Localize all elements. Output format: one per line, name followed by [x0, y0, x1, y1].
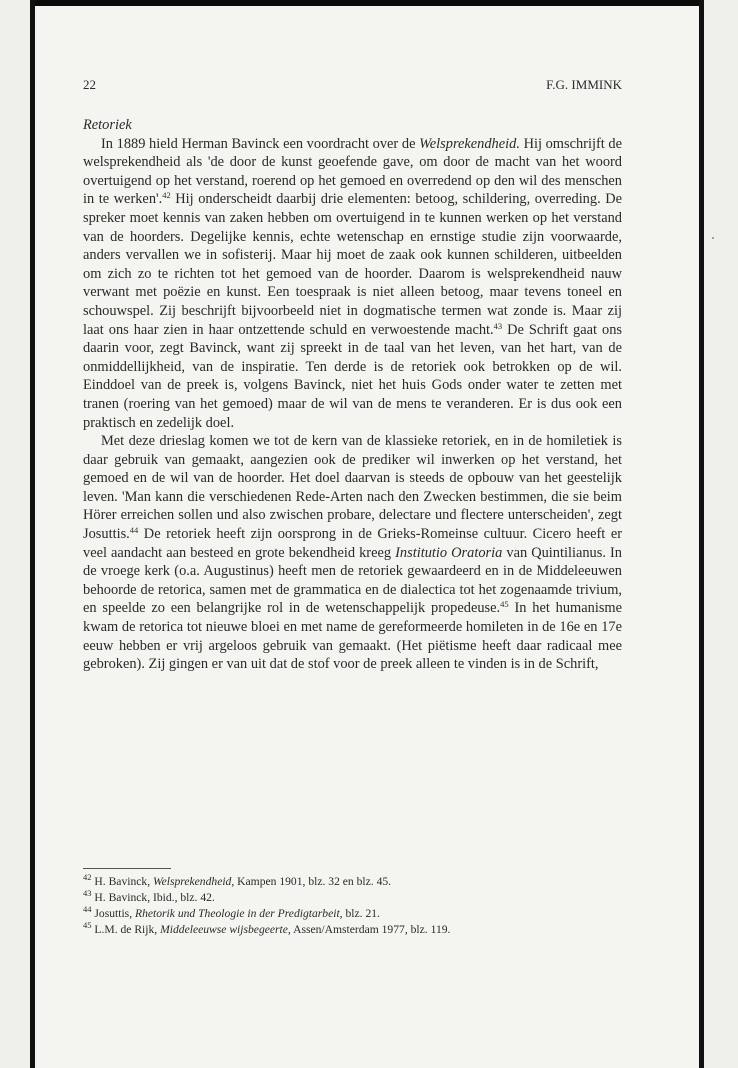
footnote-ref-43: 43: [493, 320, 503, 331]
page-number: 22: [83, 77, 96, 92]
footnote-43: [83, 890, 622, 906]
footnote-text: H. Bavinck,: [91, 875, 154, 888]
footnote-ref-44: 44: [129, 525, 139, 536]
footnote-number: 44: [83, 904, 92, 914]
footnote-ref-45: 45: [500, 599, 509, 610]
body-text: [83, 116, 622, 674]
footnote-text-end: Kampen 1901, blz. 32 en blz. 45.: [234, 875, 392, 888]
footnote-title: Rhetorik und Theologie in der Predigtarbeit,: [135, 907, 343, 920]
page-header: [83, 77, 622, 93]
scan-speck: [712, 237, 714, 239]
paragraph-2-text-a: Met deze drieslag komen we tot de kern van de klassieke retoriek, en in de homiletiek is daar gebruik van gemaakt, aangezien ook de prediker wil inwerken op het verstand, het gemoed en de wil van de hoorder. Het doel daarvan is steeds de opbouw van het geestelijk leven. 'Man kann die verschiedenen Rede-Arten nach den Zwecken bestimmen, die sie beim Hörer erreichen sollen und also zwischen probare, delectare und flectere unterscheiden', zegt Josuttis.: [83, 433, 622, 543]
footnotes: [83, 874, 622, 938]
paragraph-2-text-b: De retoriek heeft zijn oorsprong in de Grieks-Romeinse cultuur. Cicero heeft er veel aandacht aan besteed en grote bekendheid kreeg: [83, 526, 622, 561]
footnote-number: 42: [83, 872, 92, 882]
section-title: Retoriek: [83, 117, 132, 133]
footnote-separator: [83, 868, 171, 869]
paragraph-1: [83, 135, 622, 433]
paragraph-2-italic-title: Institutio Oratoria: [395, 544, 503, 561]
footnote-text-end: Assen/Amsterdam 1977, blz. 119.: [290, 923, 451, 936]
footnote-44: [83, 906, 622, 922]
paragraph-2-text-d: In het humanisme kwam de retorica tot nieuwe bloei en met name de gereformeerde homileten in de 16e en 17e eeuw hebben er vrij argeloos gebruik van gemaakt. (Het piëtisme heeft daar radicaal mee gebroken). Zij gingen er van uit dat de stof voor de preek alleen te vinden is in de Schrift,: [83, 600, 622, 673]
footnote-number: 45: [83, 920, 92, 930]
paragraph-1-text-c: Hij onderscheidt daarbij drie elementen: betoog, schildering, overreding. De spreker moet kennis van zaken hebben om overtuigend in te kunnen werken op het verstand van de hoorders. Degelijke kennis, echte wetenschap en ernstige studie zijn voorwaarde, anders vervallen we in sofisterij. Maar hij moet de zaak ook kunnen schilderen, uitbeelden om zich zo te richten tot het gemoed van de hoorder. Daarom is welsprekendheid nauw verwant met poëzie en kunst. Een toespraak is niet alleen betoog, maar tevens toneel en schouwspel. Zij beschrijft bijvoorbeeld niet in dogmatische termen wat zonde is. Maar zij laat ons haar zien in haar ontzettende schuld en verwoestende macht.: [83, 191, 622, 338]
footnote-text: H. Bavinck, Ibid., blz. 42.: [91, 891, 215, 904]
paragraph-1-italic-title: Welsprekendheid.: [419, 135, 520, 152]
footnote-ref-42: 42: [162, 190, 171, 201]
paragraph-1-text-d: De Schrift gaat ons daarin voor, zegt Bavinck, want zij spreekt in de taal van het leven, van het hart, van de onmiddellijkheid, van de inspiratie. Ten derde is de retoriek ook betrokken op de wil. Einddoel van de preek is, volgens Bavinck, niet het huis Gods onder water te zetten met tranen (roering van het gemoed) maar de wil van de mens te veranderen. Er is dus ook een praktisch en zedelijk doel.: [83, 321, 623, 431]
footnote-text-end: blz. 21.: [342, 907, 380, 920]
running-head: F.G. IMMINK: [546, 77, 622, 92]
scan-border-right: [699, 0, 704, 1068]
footnote-text: L.M. de Rijk,: [91, 923, 161, 936]
paragraph-1-text-b: Hij omschrijft de welsprekendheid als 'de door de kunst geoefende gave, om door de macht van het woord overtuigend op het verstand, roerend op het gemoed en overredend op den wil des menschen in te werken'.: [83, 135, 622, 208]
paragraph-1-text-a: In 1889 hield Herman Bavinck een voordracht over de: [101, 135, 420, 152]
paragraph-2: [83, 432, 622, 674]
footnote-45: [83, 922, 622, 938]
footnote-42: [83, 874, 622, 890]
footnote-text: Josuttis,: [91, 907, 135, 920]
footnote-title: Middeleeuwse wijsbegeerte,: [160, 923, 291, 936]
paragraph-2-text-c: van Quintilianus. In de vroege kerk (o.a. Augustinus) heeft men de retoriek gewaardeerd en in de Middeleeuwen behoorde de retorica, samen met de grammatica en de dialectica tot het zogenaamde trivium, en speelde zo een belangrijke rol in de wetenschappelijk propedeuse.: [83, 544, 622, 617]
footnote-title: Welsprekendheid,: [153, 875, 235, 888]
footnote-number: 43: [83, 888, 92, 898]
